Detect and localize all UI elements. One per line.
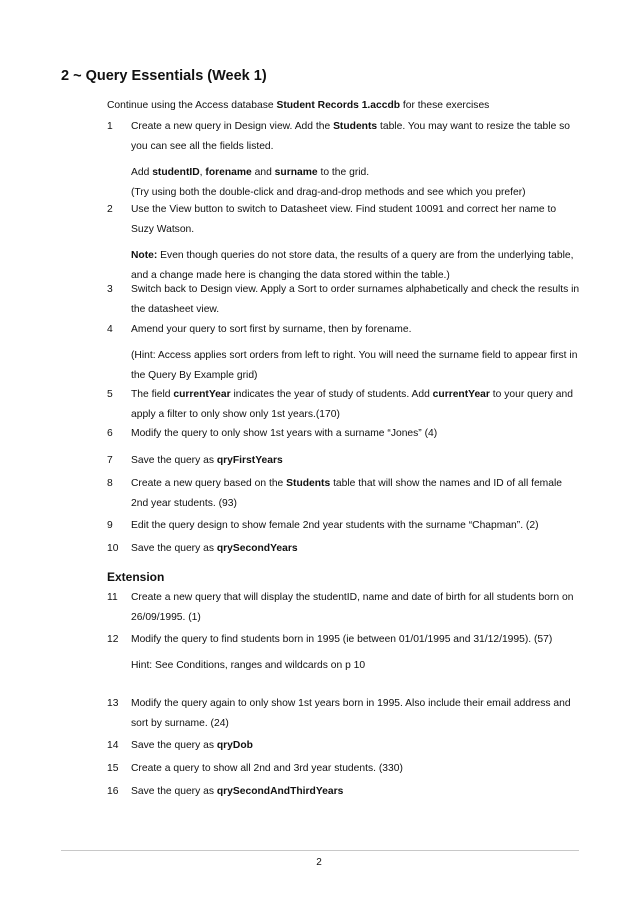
text-run: Use the View button to switch to Datasheet view. Find student 10091 and correct her name to Suzy Watson. <box>131 204 557 235</box>
exercise-paragraph <box>131 474 581 514</box>
text-run: Even though queries do not store data, the results of a query are from the underlying table, and a change made here is changing the data stored within the table.) <box>131 250 574 281</box>
exercise-text <box>131 385 581 425</box>
exercise-paragraph <box>131 451 581 471</box>
text-run: (Hint: Access applies sort orders from left to right. You will need the surname field to appear first in the Query By Example grid) <box>131 350 578 381</box>
text-run: Save the query as <box>131 740 217 751</box>
exercise-text <box>131 736 581 756</box>
text-run: (Try using both the double-click and drag-and-drop methods and see which you prefer) <box>131 187 526 198</box>
intro-before: Continue using the Access database <box>107 100 277 111</box>
text-run: Create a new query that will display the studentID, name and date of birth for all students born on 26/09/1995. (1) <box>131 592 574 623</box>
exercise-number: 9 <box>107 520 113 531</box>
text-run: Modify the query again to only show 1st years born in 1995. Also include their email address and sort by surname. (24) <box>131 698 571 729</box>
text-run: The field <box>131 389 174 400</box>
text-run: Create a query to show all 2nd and 3rd year students. (330) <box>131 763 403 774</box>
bold-term: Students <box>333 121 378 132</box>
exercise-paragraph <box>131 346 581 386</box>
text-run: table that will show the names and ID of all female 2nd year students. (93) <box>131 478 563 509</box>
exercise-text <box>131 320 581 386</box>
bold-term: qryFirstYears <box>216 455 283 466</box>
text-run: Amend your query to sort first by surname, then by forename. <box>131 324 412 335</box>
exercise-paragraph <box>131 656 581 676</box>
text-run: indicates the year of study of students. Add <box>230 389 433 400</box>
exercise-paragraph <box>131 588 581 628</box>
bold-term: Note: <box>131 250 158 261</box>
bold-term: qryDob <box>216 740 253 751</box>
bold-term: surname <box>274 167 318 178</box>
exercise-number: 14 <box>107 740 119 751</box>
exercise-text <box>131 474 581 514</box>
exercise-number: 12 <box>107 634 119 645</box>
bold-term: qrySecondYears <box>216 543 298 554</box>
exercise-text <box>131 451 581 471</box>
text-run: Modify the query to only show 1st years with a surname “Jones” (4) <box>131 428 438 439</box>
text-run: Add <box>131 167 153 178</box>
exercise-paragraph <box>131 694 581 734</box>
exercise-paragraph <box>131 280 581 320</box>
exercise-number: 4 <box>107 324 113 335</box>
exercise-number: 7 <box>107 455 113 466</box>
text-run: to the grid. <box>317 167 370 178</box>
exercise-number: 6 <box>107 428 113 439</box>
exercise-number: 3 <box>107 284 113 295</box>
text-run: Hint: See Conditions, ranges and wildcards on p 10 <box>131 660 366 671</box>
exercise-text <box>131 588 581 628</box>
exercise-paragraph <box>131 163 581 203</box>
exercise-number: 8 <box>107 478 113 489</box>
page-number: 2 <box>316 857 322 868</box>
exercise-text <box>131 539 581 559</box>
exercise-paragraph <box>131 320 581 340</box>
exercise-text <box>131 200 581 286</box>
exercise-paragraph <box>131 424 581 444</box>
text-run: Save the query as <box>131 543 217 554</box>
footer-divider <box>61 850 579 851</box>
database-name: Student Records 1.accdb <box>276 100 401 111</box>
exercise-number: 2 <box>107 204 113 215</box>
exercise-text <box>131 516 581 536</box>
text-run: Create a new query in Design view. Add the <box>131 121 334 132</box>
text-run: and <box>251 167 275 178</box>
text-run: Save the query as <box>131 455 217 466</box>
extension-heading: Extension <box>107 570 165 584</box>
exercise-paragraph <box>131 117 581 157</box>
exercise-paragraph <box>131 759 581 779</box>
bold-term: currentYear <box>173 389 231 400</box>
bold-term: studentID <box>152 167 200 178</box>
exercise-number: 15 <box>107 763 119 774</box>
exercise-number: 11 <box>107 592 118 603</box>
bold-term: forename <box>205 167 252 178</box>
text-run: Edit the query design to show female 2nd year students with the surname “Chapman”. (2) <box>131 520 539 531</box>
text-run: , <box>199 167 206 178</box>
exercise-paragraph <box>131 200 581 240</box>
exercise-number: 10 <box>107 543 119 554</box>
exercise-paragraph <box>131 385 581 425</box>
exercise-text <box>131 117 581 203</box>
exercise-text <box>131 759 581 779</box>
text-run: Modify the query to find students born in 1995 (ie between 01/01/1995 and 31/12/1995). (57) <box>131 634 553 645</box>
exercise-number: 16 <box>107 786 119 797</box>
bold-term: qrySecondAndThirdYears <box>216 786 344 797</box>
exercise-paragraph <box>131 736 581 756</box>
text-run: Save the query as <box>131 786 217 797</box>
exercise-paragraph <box>131 782 581 802</box>
exercise-text <box>131 782 581 802</box>
text-run: table. You may want to resize the table so you can see all the fields listed. <box>131 121 571 152</box>
exercise-number: 1 <box>107 121 113 132</box>
text-run: Switch back to Design view. Apply a Sort to order surnames alphabetically and check the results in the datasheet view. <box>131 284 580 315</box>
text-run: to your query and apply a filter to only show only 1st years.(170) <box>131 389 573 420</box>
exercise-number: 5 <box>107 389 113 400</box>
exercise-text <box>131 694 581 734</box>
exercise-text <box>131 630 581 676</box>
exercise-number: 13 <box>107 698 119 709</box>
bold-term: currentYear <box>432 389 490 400</box>
bold-term: Students <box>286 478 331 489</box>
exercise-paragraph <box>131 539 581 559</box>
intro-after: for these exercises <box>400 100 490 111</box>
exercise-text <box>131 424 581 444</box>
exercise-paragraph <box>131 630 581 650</box>
intro-text <box>107 96 587 116</box>
exercise-text <box>131 280 581 320</box>
section-title: 2 ~ Query Essentials (Week 1) <box>61 68 267 84</box>
text-run: Create a new query based on the <box>131 478 287 489</box>
exercise-paragraph <box>131 516 581 536</box>
